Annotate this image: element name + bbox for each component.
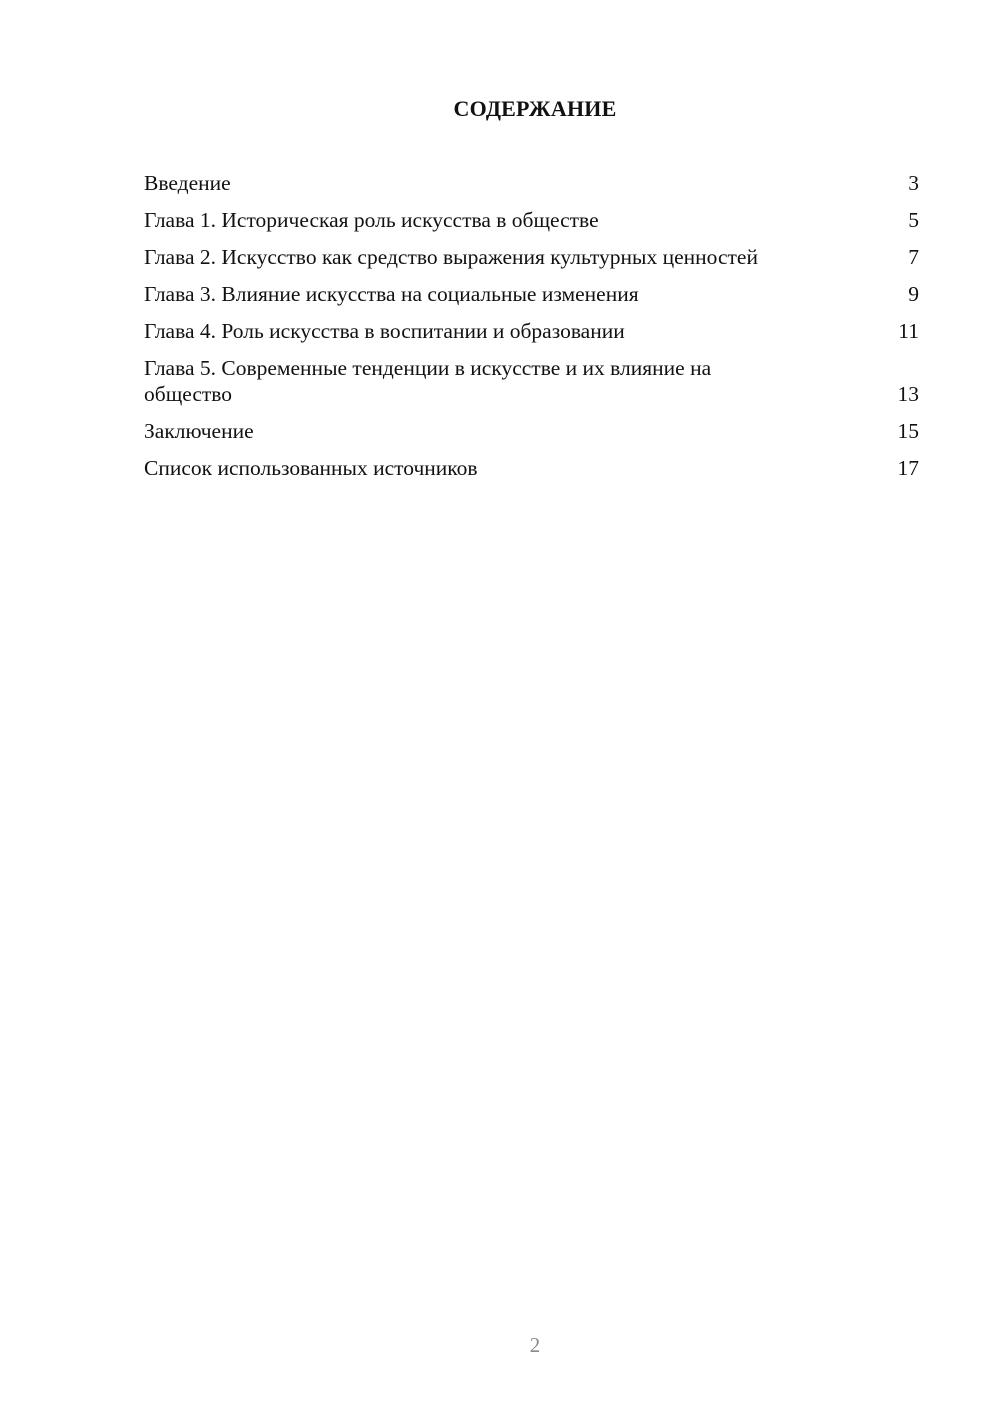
page-title: СОДЕРЖАНИЕ [453,96,617,121]
toc-entry-title: Глава 3. Влияние искусства на социальные изменения [144,282,639,306]
toc-entry-page: 11 [898,319,919,343]
toc-entry-title: Глава 4. Роль искусства в воспитании и образовании [144,319,625,343]
toc-entry-title: Заключение [144,419,254,443]
toc-entry-page: 3 [908,171,919,195]
toc-entry-page: 5 [908,208,919,232]
toc-entry-chapter-1 [144,207,919,233]
toc-entry-page: 7 [908,245,919,269]
page-number: 2 [529,1333,541,1357]
toc-entry-page: 13 [897,382,919,406]
toc-entry-introduction [144,170,919,196]
toc-entry-chapter-4 [144,318,919,344]
toc-entry-references [144,455,919,481]
toc-entry-title: Глава 1. Историческая роль искусства в обществе [144,208,599,232]
toc-entry-chapter-5 [144,355,919,407]
toc-entry-chapter-3 [144,281,919,307]
toc-entry-page: 9 [908,282,919,306]
toc-entry-title: Глава 2. Искусство как средство выражения культурных ценностей [144,245,758,269]
table-of-contents [144,170,919,481]
toc-entry-title: Глава 5. Современные тенденции в искусстве и их влияние на общество [144,356,712,406]
toc-entry-title: Список использованных источников [144,456,478,480]
toc-entry-page: 17 [897,456,919,480]
toc-entry-page: 15 [897,419,919,443]
toc-entry-chapter-2 [144,244,919,270]
toc-entry-conclusion [144,418,919,444]
toc-entry-title: Введение [144,171,231,195]
